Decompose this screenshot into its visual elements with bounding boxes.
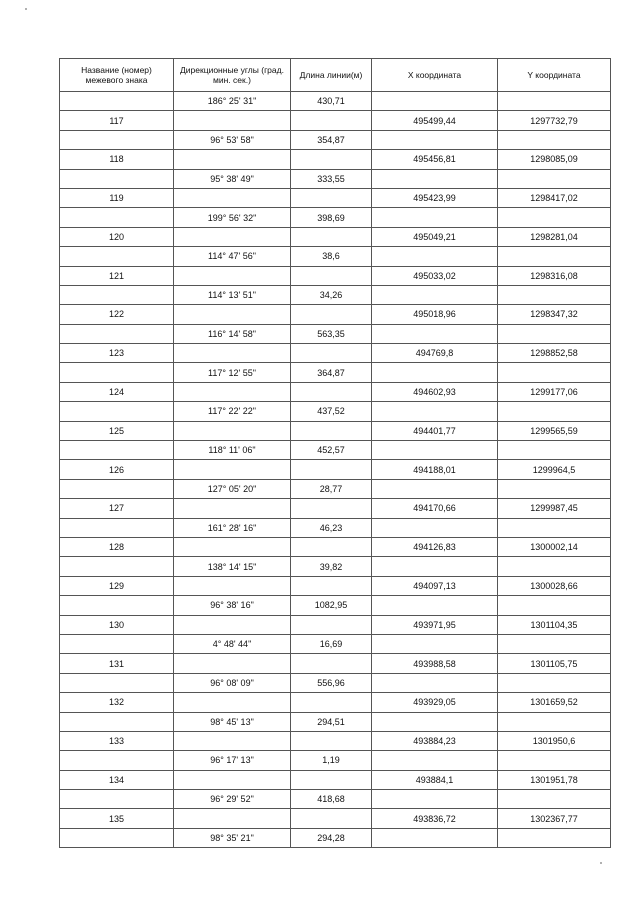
direction-angle-cell xyxy=(174,111,291,130)
y-coordinate-cell xyxy=(498,441,611,460)
line-length-cell: 1082,95 xyxy=(291,596,372,615)
point-row xyxy=(60,537,611,556)
x-coordinate-cell: 495423,99 xyxy=(372,188,498,207)
x-coordinate-cell xyxy=(372,285,498,304)
line-length-cell xyxy=(291,809,372,828)
marker-name-cell xyxy=(60,712,174,731)
line-row xyxy=(60,828,611,847)
line-length-cell: 16,69 xyxy=(291,634,372,653)
marker-name-cell xyxy=(60,324,174,343)
marker-name-cell xyxy=(60,596,174,615)
y-coordinate-cell xyxy=(498,634,611,653)
direction-angle-cell: 4° 48' 44" xyxy=(174,634,291,653)
line-length-cell: 418,68 xyxy=(291,790,372,809)
marker-name-cell xyxy=(60,247,174,266)
line-length-cell: 38,6 xyxy=(291,247,372,266)
x-coordinate-cell xyxy=(372,324,498,343)
line-length-cell: 28,77 xyxy=(291,479,372,498)
y-coordinate-cell: 1301950,6 xyxy=(498,731,611,750)
point-row xyxy=(60,499,611,518)
y-coordinate-cell: 1298417,02 xyxy=(498,188,611,207)
y-coordinate-cell xyxy=(498,324,611,343)
direction-angle-cell: 199° 56' 32" xyxy=(174,208,291,227)
direction-angle-cell xyxy=(174,266,291,285)
marker-name-cell xyxy=(60,130,174,149)
header-length: Длина линии(м) xyxy=(291,59,372,92)
direction-angle-cell xyxy=(174,344,291,363)
marker-name-cell: 117 xyxy=(60,111,174,130)
point-row xyxy=(60,770,611,789)
line-length-cell: 294,28 xyxy=(291,828,372,847)
direction-angle-cell xyxy=(174,150,291,169)
point-row xyxy=(60,188,611,207)
x-coordinate-cell xyxy=(372,130,498,149)
direction-angle-cell: 161° 28' 16" xyxy=(174,518,291,537)
y-coordinate-cell: 1297732,79 xyxy=(498,111,611,130)
x-coordinate-cell xyxy=(372,712,498,731)
line-length-cell xyxy=(291,111,372,130)
marker-name-cell: 119 xyxy=(60,188,174,207)
direction-angle-cell xyxy=(174,615,291,634)
y-coordinate-cell: 1301659,52 xyxy=(498,693,611,712)
y-coordinate-cell: 1298281,04 xyxy=(498,227,611,246)
line-length-cell: 563,35 xyxy=(291,324,372,343)
y-coordinate-cell xyxy=(498,285,611,304)
point-row xyxy=(60,654,611,673)
x-coordinate-cell: 493971,95 xyxy=(372,615,498,634)
y-coordinate-cell xyxy=(498,247,611,266)
line-length-cell: 34,26 xyxy=(291,285,372,304)
x-coordinate-cell xyxy=(372,92,498,111)
direction-angle-cell xyxy=(174,654,291,673)
marker-name-cell xyxy=(60,518,174,537)
x-coordinate-cell xyxy=(372,634,498,653)
line-row xyxy=(60,751,611,770)
marker-name-cell xyxy=(60,92,174,111)
y-coordinate-cell: 1298316,08 xyxy=(498,266,611,285)
table-body xyxy=(60,92,611,848)
x-coordinate-cell xyxy=(372,479,498,498)
marker-name-cell: 127 xyxy=(60,499,174,518)
x-coordinate-cell xyxy=(372,596,498,615)
marker-name-cell xyxy=(60,208,174,227)
direction-angle-cell xyxy=(174,188,291,207)
line-row xyxy=(60,285,611,304)
header-y: Y координата xyxy=(498,59,611,92)
line-row xyxy=(60,92,611,111)
x-coordinate-cell: 493929,05 xyxy=(372,693,498,712)
line-length-cell xyxy=(291,227,372,246)
y-coordinate-cell: 1298347,32 xyxy=(498,305,611,324)
direction-angle-cell: 114° 47' 56" xyxy=(174,247,291,266)
point-row xyxy=(60,731,611,750)
x-coordinate-cell xyxy=(372,247,498,266)
table-header xyxy=(60,59,611,92)
line-length-cell xyxy=(291,537,372,556)
direction-angle-cell: 96° 53' 58" xyxy=(174,130,291,149)
point-row xyxy=(60,382,611,401)
marker-name-cell: 125 xyxy=(60,421,174,440)
x-coordinate-cell xyxy=(372,402,498,421)
marker-name-cell xyxy=(60,479,174,498)
point-row xyxy=(60,576,611,595)
direction-angle-cell: 96° 38' 16" xyxy=(174,596,291,615)
x-coordinate-cell: 495499,44 xyxy=(372,111,498,130)
point-row xyxy=(60,344,611,363)
header-name: Название (номер) межевого знака xyxy=(60,59,174,92)
header-x: X координата xyxy=(372,59,498,92)
marker-name-cell: 118 xyxy=(60,150,174,169)
marker-name-cell xyxy=(60,673,174,692)
line-length-cell: 452,57 xyxy=(291,441,372,460)
x-coordinate-cell xyxy=(372,441,498,460)
point-row xyxy=(60,266,611,285)
marker-name-cell xyxy=(60,402,174,421)
line-row xyxy=(60,130,611,149)
x-coordinate-cell: 494188,01 xyxy=(372,460,498,479)
y-coordinate-cell xyxy=(498,596,611,615)
direction-angle-cell: 95° 38' 49" xyxy=(174,169,291,188)
boundary-coordinates-table xyxy=(59,58,611,848)
x-coordinate-cell xyxy=(372,673,498,692)
y-coordinate-cell xyxy=(498,751,611,770)
direction-angle-cell xyxy=(174,693,291,712)
y-coordinate-cell xyxy=(498,92,611,111)
x-coordinate-cell: 493884,1 xyxy=(372,770,498,789)
point-row xyxy=(60,460,611,479)
marker-name-cell: 134 xyxy=(60,770,174,789)
direction-angle-cell: 186° 25' 31" xyxy=(174,92,291,111)
x-coordinate-cell: 495456,81 xyxy=(372,150,498,169)
line-length-cell: 364,87 xyxy=(291,363,372,382)
line-length-cell xyxy=(291,305,372,324)
x-coordinate-cell: 493988,58 xyxy=(372,654,498,673)
line-row xyxy=(60,402,611,421)
header-row xyxy=(60,59,611,92)
direction-angle-cell xyxy=(174,227,291,246)
y-coordinate-cell: 1300028,66 xyxy=(498,576,611,595)
x-coordinate-cell: 494126,83 xyxy=(372,537,498,556)
direction-angle-cell: 116° 14' 58" xyxy=(174,324,291,343)
y-coordinate-cell: 1299987,45 xyxy=(498,499,611,518)
marker-name-cell: 120 xyxy=(60,227,174,246)
marker-name-cell: 126 xyxy=(60,460,174,479)
line-length-cell xyxy=(291,615,372,634)
direction-angle-cell: 117° 12' 55" xyxy=(174,363,291,382)
line-row xyxy=(60,557,611,576)
marker-name-cell: 121 xyxy=(60,266,174,285)
y-coordinate-cell xyxy=(498,208,611,227)
y-coordinate-cell: 1302367,77 xyxy=(498,809,611,828)
x-coordinate-cell: 495049,21 xyxy=(372,227,498,246)
line-length-cell xyxy=(291,499,372,518)
x-coordinate-cell xyxy=(372,169,498,188)
direction-angle-cell xyxy=(174,382,291,401)
direction-angle-cell: 98° 35' 21" xyxy=(174,828,291,847)
y-coordinate-cell xyxy=(498,557,611,576)
line-length-cell xyxy=(291,344,372,363)
direction-angle-cell: 96° 29' 52" xyxy=(174,790,291,809)
point-row xyxy=(60,305,611,324)
line-length-cell: 333,55 xyxy=(291,169,372,188)
x-coordinate-cell: 494097,13 xyxy=(372,576,498,595)
marker-name-cell: 124 xyxy=(60,382,174,401)
line-length-cell xyxy=(291,266,372,285)
y-coordinate-cell: 1299177,06 xyxy=(498,382,611,401)
line-row xyxy=(60,790,611,809)
line-length-cell xyxy=(291,693,372,712)
x-coordinate-cell: 495018,96 xyxy=(372,305,498,324)
x-coordinate-cell xyxy=(372,828,498,847)
y-coordinate-cell: 1301104,35 xyxy=(498,615,611,634)
line-row xyxy=(60,596,611,615)
x-coordinate-cell xyxy=(372,208,498,227)
line-length-cell xyxy=(291,460,372,479)
line-length-cell xyxy=(291,576,372,595)
marker-name-cell: 131 xyxy=(60,654,174,673)
x-coordinate-cell: 495033,02 xyxy=(372,266,498,285)
marker-name-cell: 133 xyxy=(60,731,174,750)
line-row xyxy=(60,208,611,227)
marker-name-cell xyxy=(60,169,174,188)
line-row xyxy=(60,479,611,498)
line-length-cell: 294,51 xyxy=(291,712,372,731)
point-row xyxy=(60,111,611,130)
scan-speck xyxy=(25,8,27,10)
direction-angle-cell xyxy=(174,770,291,789)
point-row xyxy=(60,693,611,712)
x-coordinate-cell: 493836,72 xyxy=(372,809,498,828)
point-row xyxy=(60,227,611,246)
x-coordinate-cell xyxy=(372,790,498,809)
point-row xyxy=(60,150,611,169)
line-length-cell xyxy=(291,731,372,750)
x-coordinate-cell: 494602,93 xyxy=(372,382,498,401)
marker-name-cell xyxy=(60,751,174,770)
line-length-cell: 1,19 xyxy=(291,751,372,770)
line-length-cell xyxy=(291,770,372,789)
line-length-cell: 354,87 xyxy=(291,130,372,149)
y-coordinate-cell: 1298852,58 xyxy=(498,344,611,363)
line-row xyxy=(60,324,611,343)
direction-angle-cell: 96° 17' 13" xyxy=(174,751,291,770)
x-coordinate-cell: 494170,66 xyxy=(372,499,498,518)
marker-name-cell: 132 xyxy=(60,693,174,712)
y-coordinate-cell xyxy=(498,402,611,421)
line-length-cell xyxy=(291,382,372,401)
y-coordinate-cell xyxy=(498,712,611,731)
y-coordinate-cell xyxy=(498,518,611,537)
marker-name-cell: 129 xyxy=(60,576,174,595)
marker-name-cell: 123 xyxy=(60,344,174,363)
direction-angle-cell xyxy=(174,731,291,750)
x-coordinate-cell: 494769,8 xyxy=(372,344,498,363)
line-row xyxy=(60,247,611,266)
direction-angle-cell xyxy=(174,421,291,440)
y-coordinate-cell: 1301105,75 xyxy=(498,654,611,673)
direction-angle-cell xyxy=(174,305,291,324)
y-coordinate-cell: 1299964,5 xyxy=(498,460,611,479)
point-row xyxy=(60,809,611,828)
y-coordinate-cell xyxy=(498,673,611,692)
line-length-cell xyxy=(291,150,372,169)
line-length-cell: 46,23 xyxy=(291,518,372,537)
x-coordinate-cell xyxy=(372,363,498,382)
y-coordinate-cell: 1299565,59 xyxy=(498,421,611,440)
x-coordinate-cell xyxy=(372,557,498,576)
y-coordinate-cell: 1301951,78 xyxy=(498,770,611,789)
marker-name-cell xyxy=(60,557,174,576)
marker-name-cell xyxy=(60,634,174,653)
marker-name-cell xyxy=(60,441,174,460)
line-length-cell: 437,52 xyxy=(291,402,372,421)
y-coordinate-cell xyxy=(498,790,611,809)
line-length-cell: 39,82 xyxy=(291,557,372,576)
marker-name-cell xyxy=(60,790,174,809)
y-coordinate-cell xyxy=(498,363,611,382)
line-row xyxy=(60,518,611,537)
point-row xyxy=(60,615,611,634)
direction-angle-cell: 138° 14' 15" xyxy=(174,557,291,576)
direction-angle-cell: 114° 13' 51" xyxy=(174,285,291,304)
line-length-cell: 430,71 xyxy=(291,92,372,111)
x-coordinate-cell: 494401,77 xyxy=(372,421,498,440)
line-row xyxy=(60,673,611,692)
line-row xyxy=(60,441,611,460)
y-coordinate-cell xyxy=(498,169,611,188)
line-row xyxy=(60,712,611,731)
y-coordinate-cell: 1300002,14 xyxy=(498,537,611,556)
direction-angle-cell: 118° 11' 06" xyxy=(174,441,291,460)
marker-name-cell: 122 xyxy=(60,305,174,324)
marker-name-cell xyxy=(60,285,174,304)
marker-name-cell: 135 xyxy=(60,809,174,828)
direction-angle-cell xyxy=(174,499,291,518)
marker-name-cell xyxy=(60,363,174,382)
x-coordinate-cell: 493884,23 xyxy=(372,731,498,750)
line-length-cell: 556,96 xyxy=(291,673,372,692)
header-angle: Дирекционные углы (град. мин. сек.) xyxy=(174,59,291,92)
direction-angle-cell xyxy=(174,460,291,479)
line-row xyxy=(60,169,611,188)
y-coordinate-cell xyxy=(498,479,611,498)
line-length-cell xyxy=(291,421,372,440)
direction-angle-cell xyxy=(174,809,291,828)
direction-angle-cell xyxy=(174,576,291,595)
line-length-cell xyxy=(291,654,372,673)
direction-angle-cell: 98° 45' 13" xyxy=(174,712,291,731)
line-row xyxy=(60,363,611,382)
scan-speck xyxy=(600,862,602,864)
line-length-cell xyxy=(291,188,372,207)
y-coordinate-cell: 1298085,09 xyxy=(498,150,611,169)
marker-name-cell: 128 xyxy=(60,537,174,556)
marker-name-cell: 130 xyxy=(60,615,174,634)
x-coordinate-cell xyxy=(372,751,498,770)
line-row xyxy=(60,634,611,653)
x-coordinate-cell xyxy=(372,518,498,537)
direction-angle-cell: 127° 05' 20" xyxy=(174,479,291,498)
point-row xyxy=(60,421,611,440)
line-length-cell: 398,69 xyxy=(291,208,372,227)
y-coordinate-cell xyxy=(498,828,611,847)
direction-angle-cell: 117° 22' 22" xyxy=(174,402,291,421)
direction-angle-cell xyxy=(174,537,291,556)
direction-angle-cell: 96° 08' 09" xyxy=(174,673,291,692)
y-coordinate-cell xyxy=(498,130,611,149)
marker-name-cell xyxy=(60,828,174,847)
